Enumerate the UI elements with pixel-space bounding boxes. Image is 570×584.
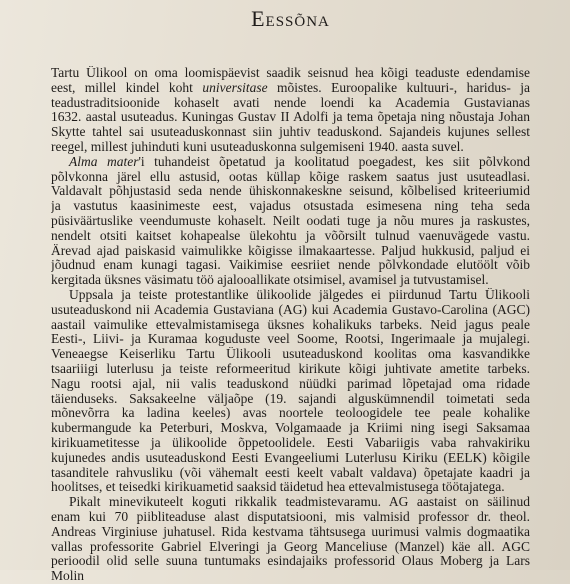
line-text: Molin (51, 569, 85, 584)
line-text: kirikuametitesse ja ülikoolide õppetoolidele. Eesti Vabariigis vaba rahvakiriku (51, 435, 530, 450)
line-text: eest, millel kindel koht (51, 80, 203, 95)
line-text: kergitada üksnes väsimatu töö ajalooallikate otsimisel, avamisel ja tutvustamisel. (51, 273, 489, 288)
text-line (51, 184, 530, 199)
text-line (51, 125, 530, 140)
text-line (51, 214, 530, 229)
text-line (51, 525, 530, 540)
text-line (51, 347, 530, 362)
line-text: põlvkonna järel ellu astusid, ootas küllap kõige raskem saatus just usuteadlasi. (51, 169, 530, 184)
line-text: Nagu rootsi ajal, nii valis teaduskond nüüdki parimad lõpetajad oma ridade (51, 376, 530, 391)
line-text: usuteaduskond nii Academia Gustaviana (AG) kui Academia Gustavo-Carolina (AGC) (51, 302, 530, 317)
text-line (51, 273, 530, 288)
line-text: nendelt otsiti kaitset kohapealse ülekohtu ja võõrsilt tulnud vaenuvägede vastu. (51, 228, 530, 243)
title-initial: E (251, 6, 266, 31)
text-line (51, 480, 530, 495)
text-line (51, 96, 530, 111)
line-text: vallas professorite Gabriel Elveringi ja Georg Manceliuse (Manzel) käe all. AGC (51, 539, 530, 554)
line-text: mõistes. Euroopalike kultuuri-, haridus- ja (267, 80, 530, 95)
text-line (51, 66, 530, 81)
text-line (51, 377, 530, 392)
text-line (51, 318, 530, 333)
line-text: 1632. aastal usuteadus. Kuningas Gustav II Adolfi ja tema õpetaja ning nõustaja Johan (51, 110, 530, 125)
line-text: aastail vaimulike ettevalmistamisega üksnes kohalikuks tarbeks. Neid jagus peale (51, 317, 530, 332)
text-line (51, 244, 530, 259)
text-line (51, 436, 530, 451)
line-text: hoolitses, et teisedki kirikuametid saaksid täidetud hea ettevalmistusega töötajatega. (51, 480, 505, 495)
line-text: täienduseks. Saksakeelne väljaõpe (19. sajandi alguskümnendil toimetati seda (51, 391, 530, 406)
text-line (51, 258, 530, 273)
text-line (51, 303, 530, 318)
italic-term: Alma mater (69, 154, 139, 169)
line-text: Valdavalt põhjustasid seda nende ühiskonnakeskne seisund, kõlbelised kriteeriumid (51, 184, 530, 199)
line-text: reegel, millest juhinduti kuni usuteaduskonna sulgemiseni 1940. aasta suvel. (51, 139, 464, 154)
text-line (51, 81, 530, 96)
text-line (51, 170, 530, 185)
text-line (51, 140, 530, 155)
page-title (51, 6, 530, 66)
text-line (51, 392, 530, 407)
line-text: tsaariiigi luterlusu ja teiste reformeeritud kirikute kõigi juhtivate ametite tarbeks. (51, 361, 530, 376)
line-text: Tartu Ülikool on oma loomispäevist saadik seisnud hea kõigi teaduste edendamise (51, 66, 530, 80)
title-rest: essõna (265, 6, 330, 31)
line-text: enam kui 70 piibliteaduse alast disputatsiooni, mis valmisid professor dr. theol. (51, 509, 530, 524)
text-line (51, 362, 530, 377)
text-line (51, 332, 530, 347)
text-line (51, 110, 530, 125)
line-text: kubermangude ka Peterburi, Moskva, Volgamaade ja Kriimi ning isegi Saksamaa (51, 421, 530, 436)
text-line (51, 569, 530, 584)
line-text: tasanditele rahvusliku (või vähemalt eesti keelt vabalt valdava) õpetajate kaadri ja (51, 465, 530, 480)
line-text: Pikalt minevikuteelt koguti rikkalik teadmistevaramu. AG aastaist on säilinud (69, 495, 530, 510)
text-line (51, 199, 530, 214)
line-text: Andreas Virginiuse juhatusel. Rida kestvama tähtsusega uurimusi valmis dogmaatika (51, 524, 530, 539)
line-text: Skytte tahtel sai usuteaduskonnast siin juhtiv teaduskond. Sajandeis kujunes sellest (51, 125, 530, 140)
text-line (51, 288, 530, 303)
text-line (51, 229, 530, 244)
line-text: kujunedes andis usuteaduskond Eesti Evangeeliumi Luterlusu Kiriku (EELK) kõigile (51, 450, 530, 465)
line-text: Uppsala ja teiste protestantlike ülikoolide jälgedes ei piirdunud Tartu Ülikooli (69, 287, 530, 302)
italic-term: universitase (202, 80, 268, 95)
line-text: Eesti-, Liivi- ja Kuramaa koguduste veel Soome, Rootsi, Ingerimaale ja mujalegi. (51, 332, 530, 347)
line-text: Veneaegse Keiserliku Tartu Ülikooli usuteaduskond koolitas oma kasvandikke (51, 347, 530, 362)
text-line (51, 510, 530, 525)
line-text: teadustraditsioonide kohaselt avati nende loendi ka Academia Gustavianas (51, 95, 530, 110)
text-line (51, 155, 530, 170)
line-text: mõnevõrra ka ladina keeles) avas noortele teoloogidele tee peale kohalike (51, 406, 530, 421)
line-text: jõudnud enam kunagi tagasi. Vaikimise eesriiet nende põlvkondade elutöölt võib (51, 258, 530, 273)
text-line (51, 421, 530, 436)
text-line (51, 540, 530, 555)
line-text: püsiväärtuslike veendumuste kohaselt. Neilt oodati tuge ja nõu mures ja raskustes, (51, 213, 530, 228)
text-line (51, 451, 530, 466)
text-line (51, 495, 530, 510)
line-text: 'i tuhandeist õpetatud ja koolitatud poegadest, kes siit põlvkond (138, 154, 530, 169)
line-text: ja vastutus kaasinimeste eest, vajadus otsustada esimesena ning teha seda (51, 199, 530, 214)
text-line (51, 554, 530, 569)
text-line (51, 406, 530, 421)
body-text (51, 66, 530, 584)
text-line (51, 466, 530, 481)
line-text: Ärevad ajad paiskasid vaimulikke kõigisse ilmakaartesse. Paljud hukkusid, paljud ei (51, 243, 530, 258)
line-text: perioodil olid selle suuna tuntumaks esindajaiks professorid Olaus Moberg ja Lars (51, 554, 530, 569)
